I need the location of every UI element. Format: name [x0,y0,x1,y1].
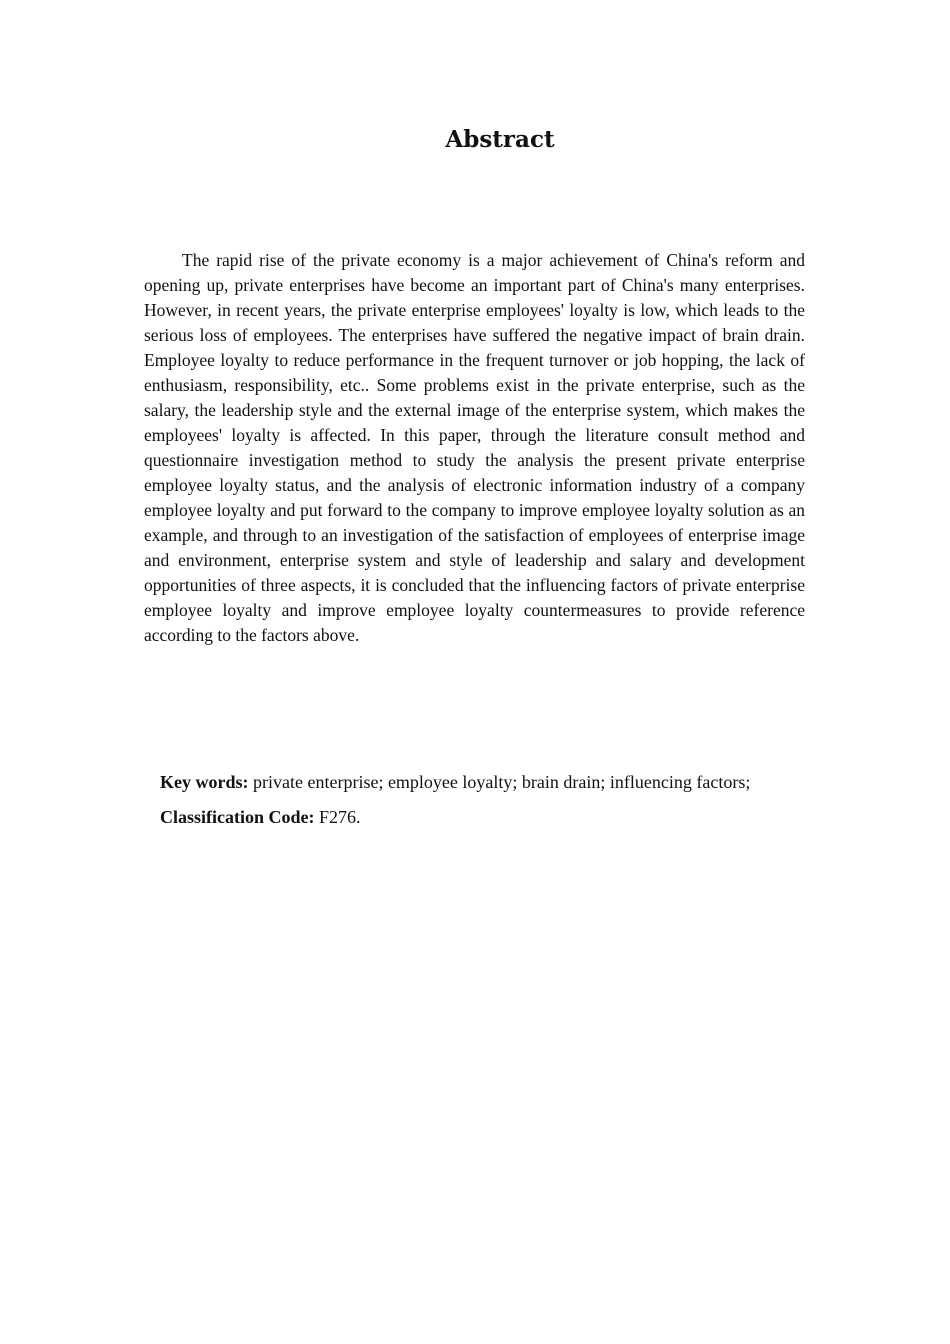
abstract-body: The rapid rise of the private economy is a major achievement of China's reform and opening up, private enterprises have become an important part of China's many enterprises. However, in recent years, the private enterprise employees' loyalty is low, which leads to the serious loss of employees. The enterprises have suffered the negative impact of brain drain. Employee loyalty to reduce performance in the frequent turnover or job hopping, the lack of enthusiasm, responsibility, etc.. Some problems exist in the private enterprise, such as the salary, the leadership style and the external image of the enterprise system, which makes the employees' loyalty is affected. In this paper, through the literature consult method and questionnaire investigation method to study the analysis the present private enterprise employee loyalty status, and the analysis of electronic information industry of a company employee loyalty and put forward to the company to improve employee loyalty solution as an example, and through to an investigation of the satisfaction of employees of enterprise image and environment, enterprise system and style of leadership and salary and development opportunities of three aspects, it is concluded that the influencing factors of private enterprise employee loyalty and improve employee loyalty countermeasures to provide reference according to the factors above. [144,250,805,645]
keywords-line [160,770,750,794]
keywords-value: private enterprise; employee loyalty; brain drain; influencing factors; [248,772,751,792]
keywords-label: Key words: [160,772,249,792]
classification-code-value: F276. [314,807,361,827]
abstract-title: Abstract [445,126,555,153]
classification-code-label: Classification Code: [160,807,315,827]
classification-code-line [160,805,361,829]
